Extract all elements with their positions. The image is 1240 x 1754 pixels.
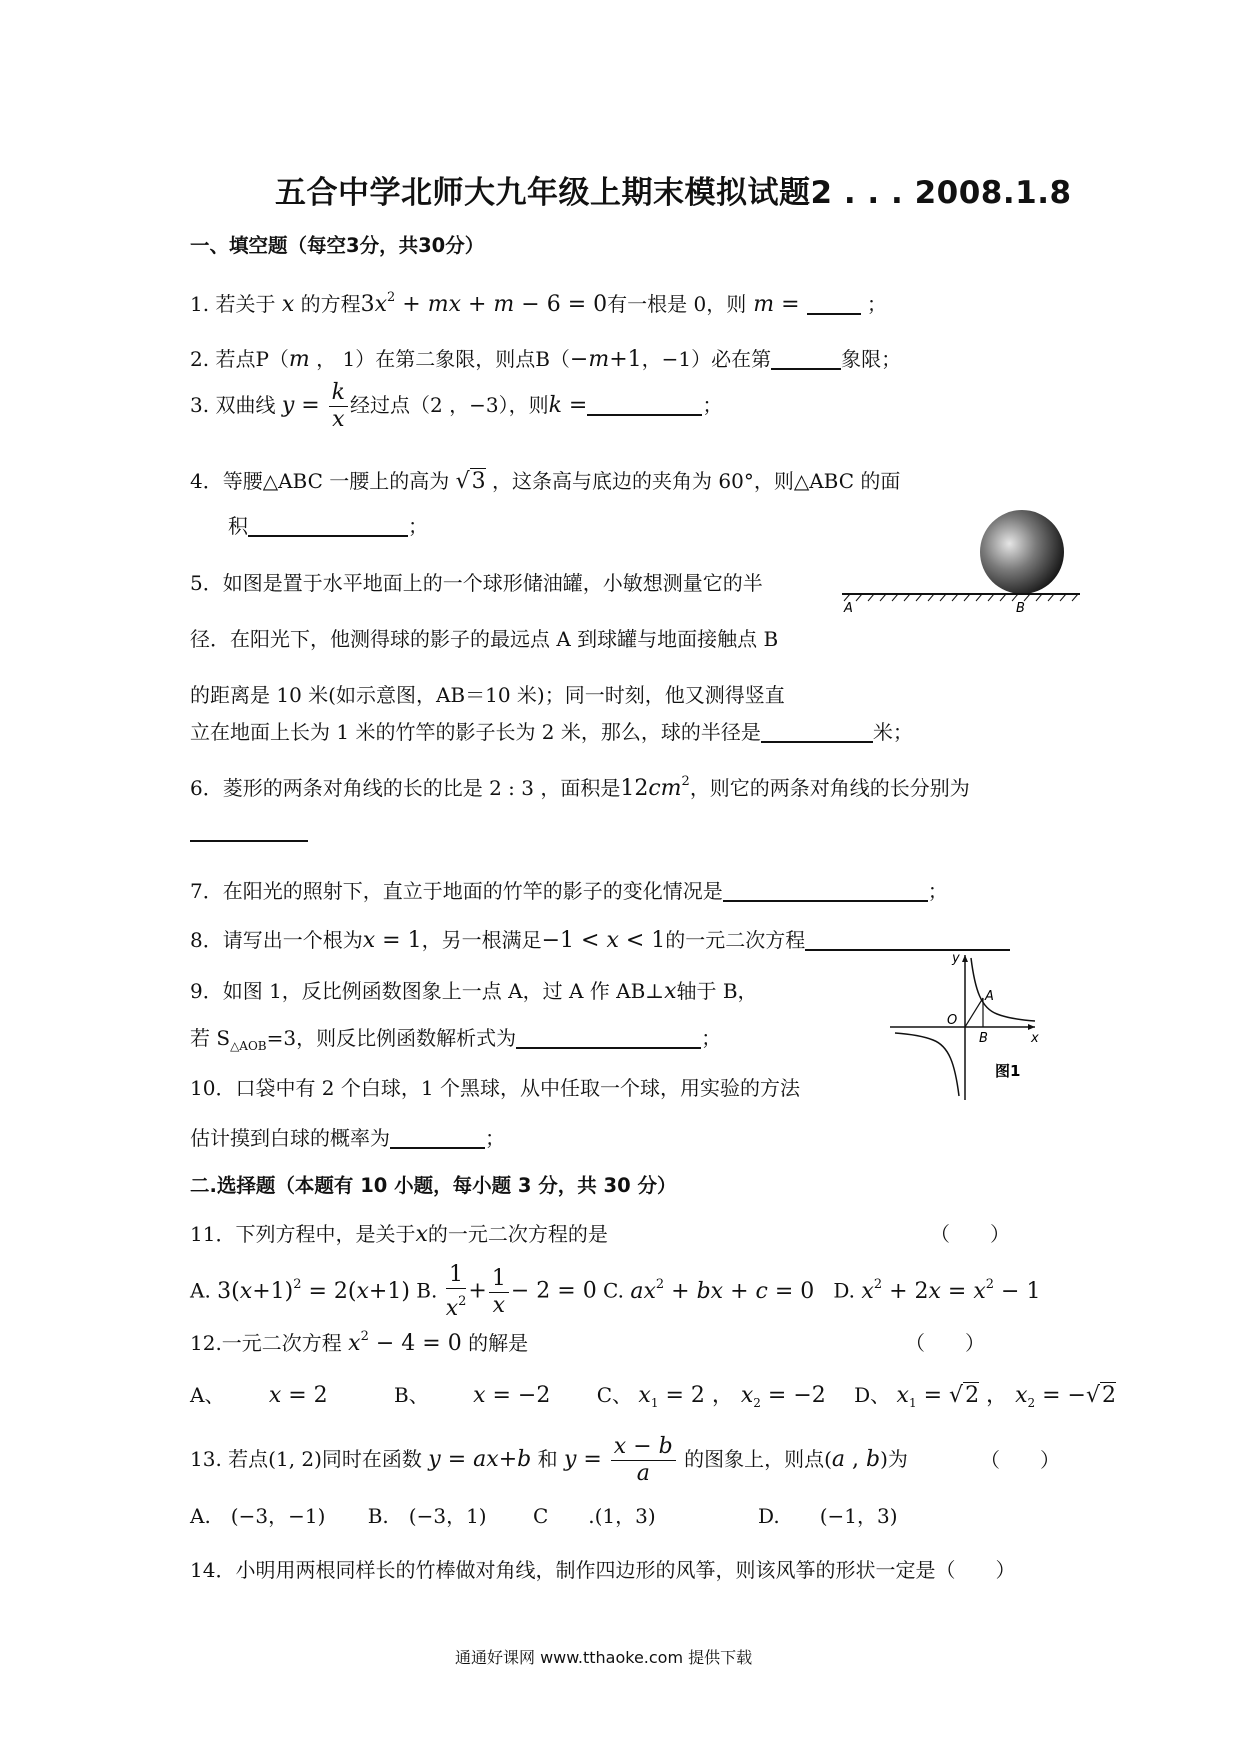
q11-option-d-label: D. <box>833 1278 856 1303</box>
q13-options <box>190 1500 898 1529</box>
hyperbola-branch-2 <box>895 1033 959 1096</box>
question-14: 14．小明用两根同样长的竹棒做对角线，制作四边形的风筝，则该风筝的形状一定是（ ） <box>190 1558 1016 1582</box>
q12-options: A、 x = 2 B、 x = −2 C、 $x_1 = 2$ ， $x_2 = -2$ D、 $x_1 = √2$ ， $x_2 = -√2$ <box>190 1383 1116 1410</box>
question-4: 4．等腰△ABC 一腰上的高为 √3 ，这条高与底边的夹角为 60°，则△ABC 的面 <box>190 469 901 494</box>
q9-answer-blank[interactable] <box>516 1027 701 1049</box>
q12-option-d-label: D、 <box>854 1383 891 1407</box>
q2-text-b: ， 1）在第二象限，则点B（ <box>316 347 570 371</box>
q13-option-d: D. (−1，3) <box>758 1504 898 1528</box>
q12-answer-paren[interactable]: （ ） <box>905 1331 985 1355</box>
origin-label: O <box>947 1013 958 1028</box>
figure-1-hyperbola <box>885 950 1045 1100</box>
q13-option-b: B. (−3，1) <box>367 1504 487 1528</box>
q6-answer-blank[interactable] <box>190 840 308 842</box>
q3-text-a: 3. 双曲线 <box>190 393 276 417</box>
q3-text-b: 经过点（2 ，−3），则 <box>350 393 549 417</box>
q13-option-c: C .(1，3) <box>532 1504 656 1528</box>
q8-text-b: ，另一根满足 <box>421 928 542 952</box>
q7-answer-blank[interactable] <box>723 880 928 902</box>
sphere-tank <box>980 510 1064 594</box>
q3-text-c: ； <box>702 393 723 417</box>
question-11: 11．下列方程中，是关于x的一元二次方程的是 <box>190 1222 608 1247</box>
q12-option-c-label: C、 <box>596 1383 633 1407</box>
q11-stem: 11．下列方程中，是关于 <box>190 1222 416 1246</box>
q11-answer-paren[interactable]: （ ） <box>930 1222 1010 1246</box>
point-b-label-fig1: B <box>979 1031 988 1046</box>
q2-text-c: ，−1）必在第 <box>641 347 772 371</box>
question-5-line-3: 的距离是 10 米(如示意图，AB＝10 米)；同一时刻，他又测得竖直 <box>190 683 785 707</box>
q12-stem2: 的解是 <box>468 1331 529 1355</box>
q7-text-b: ； <box>927 879 948 903</box>
q4-text-c: 积 <box>228 514 248 538</box>
hyperbola-branch-1 <box>971 958 1035 1021</box>
oa-segment <box>965 998 983 1027</box>
point-b-label: B <box>1016 601 1025 615</box>
q8-answer-blank[interactable] <box>805 929 1010 951</box>
q6-text-a: 6．菱形的两条对角线的长的比是 2 : 3 ，面积是 <box>190 776 621 800</box>
q5-text-l4b: 米； <box>872 720 913 744</box>
q1-text-b: 的方程 <box>300 292 361 316</box>
q2-text-d: 象限； <box>841 347 902 371</box>
q6-text-b: ，则它的两条对角线的长分别为 <box>689 776 970 800</box>
q9-text-l1b: 轴于 B， <box>676 979 758 1003</box>
figure-1-caption: 图1 <box>995 1062 1021 1080</box>
q9-text-l1: 9．如图 1，反比例函数图象上一点 A，过 A 作 AB⊥ <box>190 979 665 1003</box>
q10-text-l2b: ； <box>485 1126 505 1150</box>
q13-stem2: 的图象上，则点( <box>684 1447 832 1471</box>
q2-text-a: 2. 若点P（ <box>190 347 289 371</box>
point-a-label: A <box>844 601 853 615</box>
section-2-heading: 二.选择题（本题有 10 小题，每小题 3 分，共 30 分） <box>190 1174 677 1197</box>
q13-option-a: A. (−3，−1) <box>190 1504 326 1528</box>
q13-stem: 13. 若点(1, 2)同时在函数 <box>190 1447 422 1471</box>
q5-text-l4a: 立在地面上长为 1 米的竹竿的影子长为 2 米，那么，球的半径是 <box>190 720 761 744</box>
q12-option-a-label: A、 <box>190 1383 225 1407</box>
q1-answer-blank[interactable] <box>807 293 861 315</box>
footer-source: 通通好课网 www.tthaoke.com 提供下载 <box>455 1648 753 1667</box>
question-10-line-1: 10．口袋中有 2 个白球，1 个黑球，从中任取一个球，用实验的方法 <box>190 1076 800 1100</box>
question-13: 13. 若点(1, 2)同时在函数 y = ax+b 和 y = $\frac{x - b}{a}$ 的图象上，则点(a , b)为 <box>190 1434 908 1486</box>
question-5-line-2: 径．在阳光下，他测得球的影子的最远点 A 到球罐与地面接触点 B <box>190 627 779 651</box>
question-1: 1. 若关于 x 的方程$3x^2$ + mx + m − 6 = 0有一根是 0，则 m = ； <box>190 290 887 317</box>
section-1-heading: 一、填空题（每空3分，共30分） <box>190 234 485 257</box>
q10-text-l2a: 估计摸到白球的概率为 <box>190 1126 390 1150</box>
q9-text-l2b: =3，则反比例函数解析式为 <box>266 1026 517 1050</box>
y-axis-label: y <box>952 951 960 966</box>
q11-options: A. $3(x+1)^2 = 2(x+1)$ B. $\frac{1}{x^2}$ + $\frac{1}{x}$ − 2 = 0 C. $ax^2$ + bx + c = 0 D. $x^2 + 2x = x^2 - 1$ <box>190 1262 1041 1321</box>
q4-answer-blank[interactable] <box>248 515 408 537</box>
q9-text-l2c: ； <box>701 1026 722 1050</box>
question-6: 6．菱形的两条对角线的长的比是 2 : 3 ，面积是$12cm^2$，则它的两条对角线的长分别为 <box>190 774 970 801</box>
q13-answer-paren[interactable]: （ ） <box>980 1448 1060 1472</box>
q9-text-l2a: 若 S <box>190 1026 231 1050</box>
question-9-line-1: 9．如图 1，反比例函数图象上一点 A，过 A 作 AB⊥x轴于 B， <box>190 979 758 1004</box>
q4-text-a: 4．等腰△ABC 一腰上的高为 <box>190 469 450 493</box>
sphere-tank-figure <box>830 500 1090 615</box>
q5-answer-blank[interactable] <box>761 721 873 743</box>
question-7 <box>190 875 948 904</box>
q11-option-a-label: A. <box>190 1278 211 1303</box>
x-axis-label: x <box>1031 1031 1039 1046</box>
question-3: 3. 双曲线 y = $\frac{k}{x}$ 经过点（2 ，−3），则k = ； <box>190 380 723 432</box>
q7-text-a: 7．在阳光的照射下，直立于地面的竹竿的影子的变化情况是 <box>190 879 723 903</box>
q1-text-c: 有一根是 0，则 <box>607 292 747 316</box>
q4-text-d: ； <box>408 514 428 538</box>
q8-text-c: 的一元二次方程 <box>665 928 806 952</box>
question-5-line-4 <box>190 716 913 745</box>
q13-stem3: )为 <box>880 1447 908 1471</box>
question-10-line-2 <box>190 1122 505 1151</box>
question-12: 12.一元二次方程 $x^2 - 4 = 0$ 的解是 <box>190 1329 529 1356</box>
question-2: 2. 若点P（m ， 1）在第二象限，则点B（−m+1，−1）必在第 象限； <box>190 347 902 372</box>
q1-text-d: ； <box>866 292 887 316</box>
q11-option-b-label: B. <box>416 1278 438 1303</box>
q11-option-c-label: C. <box>603 1278 624 1303</box>
q3-answer-blank[interactable] <box>587 394 702 416</box>
question-5-line-1: 5．如图是置于水平地面上的一个球形储油罐，小敏想测量它的半 <box>190 571 763 595</box>
point-a-label-fig1: A <box>985 989 994 1004</box>
question-8: 8．请写出一个根为x = 1，另一根满足−1 < x < 1的一元二次方程 <box>190 924 1010 953</box>
question-4-line-2 <box>228 510 428 539</box>
page-title: 五合中学北师大九年级上期末模拟试题2 . . . 2008.1.8 <box>275 175 1072 211</box>
q10-answer-blank[interactable] <box>390 1127 485 1149</box>
question-9-line-2 <box>190 1022 721 1053</box>
q2-answer-blank[interactable] <box>771 348 841 370</box>
q4-text-b: ，这条高与底边的夹角为 60°，则△ABC 的面 <box>492 469 901 493</box>
q12-option-b-label: B、 <box>394 1383 429 1407</box>
q11-stem2: 的一元二次方程的是 <box>427 1222 608 1246</box>
q12-stem: 12.一元二次方程 <box>190 1331 342 1355</box>
q8-text-a: 8．请写出一个根为 <box>190 928 363 952</box>
q1-text-a: 1. 若关于 <box>190 292 276 316</box>
q9-text-l2sub: △AOB <box>230 1039 267 1053</box>
q13-mid: 和 <box>537 1447 558 1471</box>
